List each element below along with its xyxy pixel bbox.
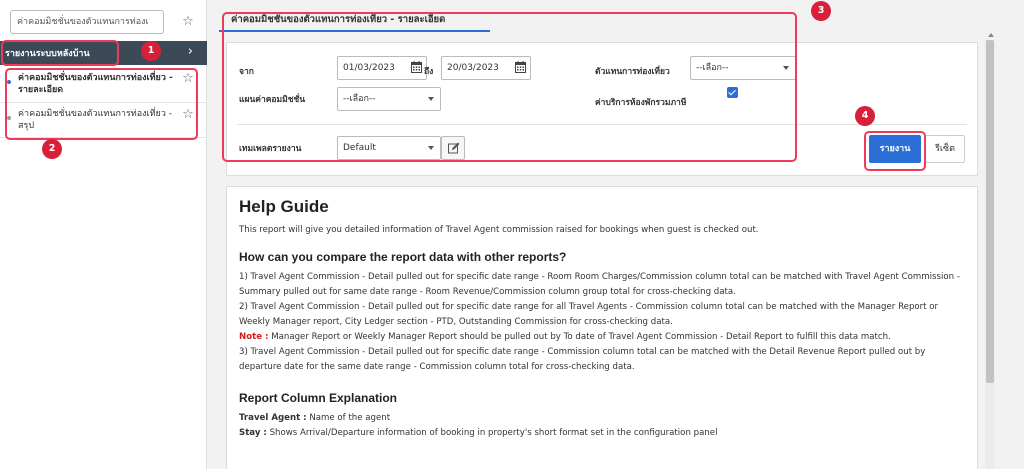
chevron-right-icon: › bbox=[187, 44, 193, 59]
plan-select-value: --เลือก-- bbox=[343, 94, 376, 104]
agent-label: ตัวแทนการท่องเที่ยว bbox=[595, 67, 670, 77]
scrollbar-thumb[interactable] bbox=[986, 40, 994, 383]
compare-item-3: 3) Travel Agent Commission - Detail pulled out for specific date range - Commission column total can be matched with the Detail Revenue Report pulled out by departure date for the same date range - Commission column total for cross-checking data. bbox=[239, 347, 926, 372]
column-stay bbox=[239, 426, 965, 441]
columns-heading: Report Column Explanation bbox=[239, 391, 398, 405]
from-label: จาก bbox=[239, 67, 254, 77]
annotation-box-2 bbox=[5, 68, 198, 140]
star-icon[interactable]: ☆ bbox=[182, 107, 194, 122]
scrollbar[interactable] bbox=[985, 40, 995, 469]
annotation-badge-1: 1 bbox=[141, 41, 161, 61]
column-stay-label: Stay : bbox=[239, 428, 267, 438]
help-guide-panel bbox=[226, 186, 978, 469]
annotation-box-3 bbox=[222, 12, 797, 162]
compare-item-1: 1) Travel Agent Commission - Detail pulled out for specific date range - Room Room Charges/Commission column total can be matched with Travel Agent Commission - Summary pulled out for same date range - Room Revenue/Commission column group total for cross-checking data. bbox=[239, 272, 960, 297]
reset-button[interactable]: รีเซ็ต bbox=[925, 135, 965, 163]
report-search-input[interactable] bbox=[10, 10, 164, 34]
tab-commission-detail[interactable]: ค่าคอมมิชชั่นของตัวแทนการท่องเที่ยว - รายละเอียด bbox=[231, 14, 446, 25]
note-text: Manager Report or Weekly Manager Report should be pulled out by To date of Travel Agent Commission - Detail Report to fulfill this data match. bbox=[268, 332, 891, 342]
column-agent bbox=[239, 411, 965, 426]
tax-label: ค่าบริการห้องพักรวมภาษี bbox=[595, 98, 687, 108]
compare-heading: How can you compare the report data with other reports? bbox=[239, 250, 567, 264]
report-button[interactable]: รายงาน bbox=[869, 135, 921, 163]
annotation-badge-2: 2 bbox=[42, 139, 62, 159]
sidebar-item-label: ค่าคอมมิชชั่นของตัวแทนการท่องเที่ยว - รายละเอียด bbox=[18, 73, 173, 95]
sidebar-item-label: ค่าคอมมิชชั่นของตัวแทนการท่องเที่ยว - สรุป bbox=[18, 109, 172, 131]
column-stay-text: Shows Arrival/Departure information of booking in property's short format set in the configuration panel bbox=[266, 428, 718, 438]
sidebar-section-label: รายงานระบบหลังบ้าน bbox=[5, 49, 90, 59]
annotation-badge-4: 4 bbox=[855, 106, 875, 126]
annotation-box-4 bbox=[864, 131, 926, 171]
template-label: เทมเพลตรายงาน bbox=[239, 144, 302, 154]
compare-item-2: 2) Travel Agent Commission - Detail pulled out for specific date range for all Travel Agents - Commission column total can be matched with the Manager Report or Weekly Manager report, City Ledger section - PTD, Outstanding Commission for cross-checking data. bbox=[239, 302, 939, 327]
annotation-badge-3: 3 bbox=[811, 1, 831, 21]
plan-label: แผนค่าคอมมิชชั่น bbox=[239, 95, 306, 105]
scroll-up-icon[interactable] bbox=[988, 33, 994, 37]
template-select-value: Default bbox=[343, 143, 376, 153]
column-agent-text: Name of the agent bbox=[306, 413, 391, 423]
column-agent-label: Travel Agent : bbox=[239, 413, 307, 423]
note-paragraph bbox=[239, 330, 965, 345]
star-icon[interactable]: ☆ bbox=[182, 71, 194, 86]
annotation-box-1 bbox=[1, 40, 119, 66]
report-search-value: ค่าคอมมิชชั่นของตัวแทนการท่องเ bbox=[17, 17, 149, 27]
to-date-value: 20/03/2023 bbox=[447, 63, 499, 73]
help-intro: This report will give you detailed information of Travel Agent commission raised for bookings when guest is checked out. bbox=[239, 225, 759, 235]
from-date-value: 01/03/2023 bbox=[343, 63, 395, 73]
note-label: Note : bbox=[239, 332, 269, 342]
help-title: Help Guide bbox=[239, 197, 329, 216]
agent-select-value: --เลือก-- bbox=[696, 63, 729, 73]
to-label: ถึง bbox=[424, 67, 434, 77]
star-icon[interactable]: ☆ bbox=[182, 14, 194, 29]
